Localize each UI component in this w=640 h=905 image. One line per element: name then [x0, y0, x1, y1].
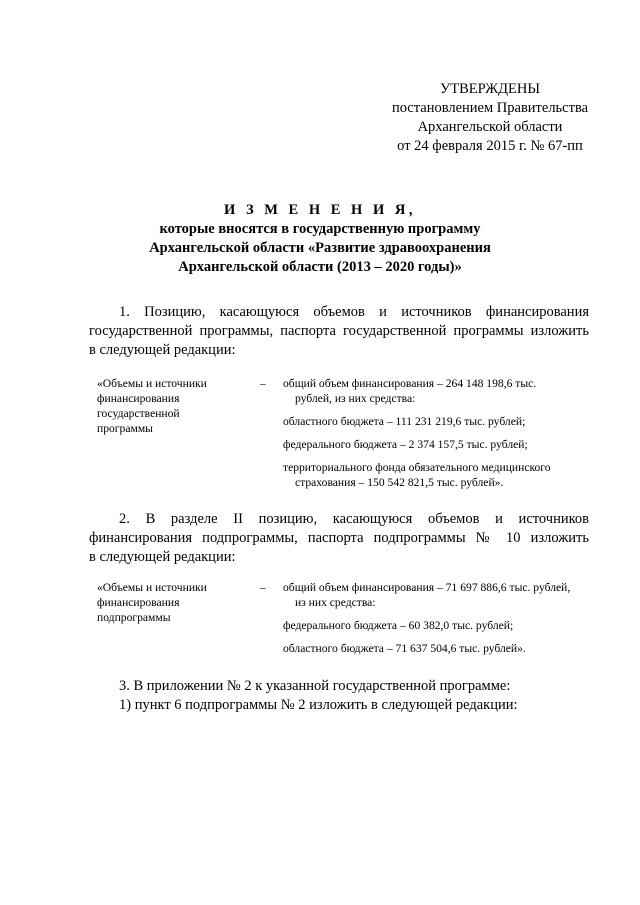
table-1-value-total: общий объем финансирования – 264 148 198,6 тыс. рублей, из них средства: [283, 377, 537, 405]
table-2-values [283, 580, 603, 664]
section-1 [89, 303, 589, 360]
section-2-line-1: 2. В разделе II позицию, касающуюся объемов и источников [119, 511, 589, 527]
heading-line-3: Архангельской области «Развитие здравоохранения [149, 240, 491, 256]
funding-table-program [97, 376, 597, 491]
table-1-value-fund: территориального фонда обязательного медицинского страхования – 150 542 821,5 тыс. рублей». [283, 461, 551, 489]
section-2 [89, 510, 589, 567]
table-1-dash: – [260, 377, 266, 390]
approval-region: Архангельской области [417, 119, 563, 135]
table-2-value-total: общий объем финансирования – 71 697 886,6 тыс. рублей, из них средства: [283, 581, 571, 609]
section-3 [89, 677, 589, 715]
section-1-line-2: государственной программы, паспорта государственной программы изложить [89, 323, 589, 339]
section-2-line-2: финансирования подпрограммы, паспорта подпрограммы № 10 изложить [89, 530, 589, 546]
heading-line-2: которые вносятся в государственную программу [159, 221, 481, 237]
table-2-label: «Объемы и источники финансирования подпрограммы [97, 581, 207, 624]
table-2-value-federal: федерального бюджета – 60 382,0 тыс. рублей; [283, 619, 514, 632]
section-1-line-3: в следующей редакции: [89, 342, 236, 358]
approval-block [360, 80, 620, 156]
heading-title: И З М Е Н Е Н И Я, [224, 202, 416, 218]
heading-line-4: Архангельской области (2013 – 2020 годы)» [178, 259, 462, 275]
table-2-dash: – [260, 581, 266, 594]
table-1-label: «Объемы и источники финансирования государственной программы [97, 377, 207, 435]
section-2-line-3: в следующей редакции: [89, 549, 236, 565]
table-1-value-federal: федерального бюджета – 2 374 157,5 тыс. рублей; [283, 438, 528, 451]
approval-decree: постановлением Правительства [391, 100, 589, 116]
document-heading [90, 201, 550, 277]
funding-table-subprogram [97, 580, 597, 655]
approval-date: от 24 февраля 2015 г. № 67-пп [397, 138, 583, 154]
approval-title: УТВЕРЖДЕНЫ [439, 81, 541, 97]
table-2-value-regional: областного бюджета – 71 637 504,6 тыс. рублей». [283, 642, 526, 655]
table-1-values [283, 376, 603, 498]
section-1-line-1: 1. Позицию, касающуюся объемов и источников финансирования [119, 304, 589, 320]
table-1-value-regional: областного бюджета – 111 231 219,6 тыс. рублей; [283, 415, 526, 428]
section-3-line-2: 1) пункт 6 подпрограммы № 2 изложить в следующей редакции: [119, 697, 518, 713]
section-3-line-1: 3. В приложении № 2 к указанной государственной программе: [119, 678, 511, 694]
